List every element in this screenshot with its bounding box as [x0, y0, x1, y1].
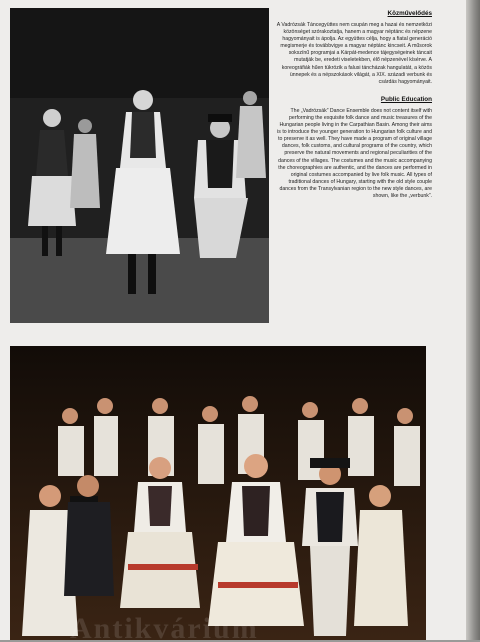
article-text-column [276, 10, 432, 200]
section-heading-hungarian: Közművelődés [387, 10, 432, 17]
watermark-text: Antikvárium [70, 612, 259, 642]
section-heading-english: Public Education [380, 95, 432, 103]
photo-folk-dancers-color [10, 346, 426, 640]
book-spine-edge [466, 0, 480, 640]
section-body-english: The „Vadrózsák” Dance Ensemble does not content itself with performing the exquisite folk dance and music treasures of the Hungarian people living in the Carpathian Basin. Among their aims is to introduce the younger generation to Hungarian folk culture and to preserve it as well. They have made a program of original village dances, folk customs, and cultural programs of the country, which preserve the natural movements and regional peculiarities of the dances of the villages. The costumes and the music accompanying the choreographies are authentic, and the dances are performed in original costumes accompanied by live folk music. All types of traditional dances of Hungary, starting with the old style couple dances from the Transylvanian region to the new style dances, are shown, like the „verbunk”. [277, 107, 432, 199]
photo-folk-dancers-black-and-white [10, 8, 269, 323]
section-body-hungarian: A Vadrózsák Táncegyüttes nem csupán meg a hazai és nemzetközi közönséget szórakoztatja, hanem a magyar néptánc és népzene hagyományait is ápolja. Az együttes célja, hogy a fiatal generáció megismerje és továbbvigye a magyar néptánc kincseit. A műsorok sokszínű programjai a Kárpát-medence tájegységeinek táncait mutatják be, eredeti viseletekben, élő népzenével kísérve. A koreográfiák hűen tükrözik a falusi táncházak hangulatát, a közös ünnepek és a népszokások világát, a XIX. századi verbunk és csárdás hagyományait. [276, 22, 432, 85]
